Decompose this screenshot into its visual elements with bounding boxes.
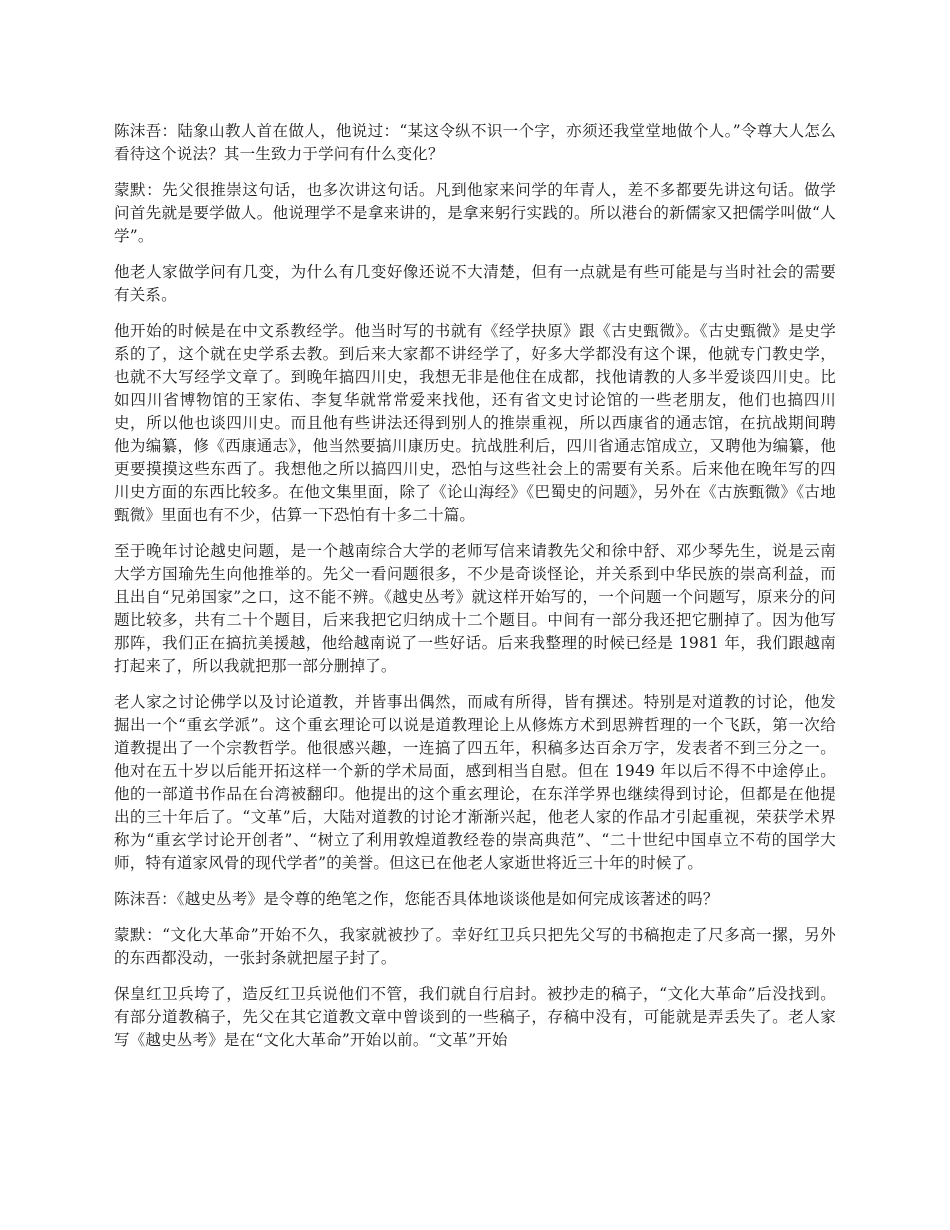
paragraph-answer-2: 蒙默：“文化大革命”开始不久，我家就被抄了。幸好红卫兵只把先父写的书稿抱走了尺多高一摞，另外的东西都没动，一张封条就把屋子封了。 xyxy=(114,926,836,967)
paragraph-question-1: 陈沫吾：陆象山教人首在做人，他说过：“某这令纵不识一个字，亦须还我堂堂地做个人。”令尊大人怎么看待这个说法？其一生致力于学问有什么变化？ xyxy=(114,122,836,163)
paragraph-sichuan-history: 他开始的时候是在中文系教经学。他当时写的书就有《经学抉原》跟《古史甄微》。《古史甄微》是史学系的了，这个就在史学系去教。到后来大家都不讲经学了，好多大学都没有这个课，他就专门教史学，也就不大写经学文章了。到晚年搞四川史，我想无非是他住在成都，找他请教的人多半爱谈四川史。比如四川省博物馆的王家佑、李复华就常常爱来找他，还有省文史讨论馆的一些老朋友，他们也搞四川史，所以他也谈四川史。而且他有些讲法还得到别人的推崇重视，所以西康省的通志馆，在抗战期间聘他为编纂，修《西康通志》，他当然要搞川康历史。抗战胜利后，四川省通志馆成立，又聘他为编纂，他更要摸摸这些东西了。我想他之所以搞四川史，恐怕与这些社会上的需要有关系。后来他在晚年写的四川史方面的东西比较多。在他文集里面，除了《论山海经》《巴蜀史的问题》，另外在《古族甄微》《古地甄微》里面也有不少，估算一下恐怕有十多二十篇。 xyxy=(114,322,836,524)
paragraph-question-2: 陈沫吾：《越史丛考》是令尊的绝笔之作，您能否具体地谈谈他是如何完成该著述的吗？ xyxy=(114,890,719,908)
paragraph-answer-2-cont: 保皇红卫兵垮了，造反红卫兵说他们不管，我们就自行启封。被抄走的稿子，“文化大革命”后没找到。有部分道教稿子，先父在其它道教文章中曾谈到的一些稿子，存稿中没有，可能就是弄丢失了。老人家写《越史丛考》是在“文化大革命”开始以前。“文革”开始 xyxy=(114,985,836,1049)
paragraph-vietnam-history: 至于晚年讨论越史问题，是一个越南综合大学的老师写信来请教先父和徐中舒、邓少琴先生，说是云南大学方国瑜先生向他推举的。先父一看问题很多，不少是奇谈怪论，并关系到中华民族的崇高利益，而且出自“兄弟国家”之口，这不能不辨。《越史丛考》就这样开始写的，一个问题一个问题写，原来分的问题比较多，共有二十个题目，后来我把它归纳成十二个题目。中间有一部分我还把它删掉了。因为他写那阵，我们正在搞抗美援越，他给越南说了一些好话。后来我整理的时候已经是 1981 年，我们跟越南打起来了，所以我就把那一部分删掉了。 xyxy=(114,542,836,675)
document-body xyxy=(114,120,836,1065)
paragraph-answer-1-cont: 他老人家做学问有几变，为什么有几变好像还说不大清楚，但有一点就是有些可能是与当时社会的需要有关系。 xyxy=(114,263,836,304)
paragraph-answer-1: 蒙默：先父很推崇这句话，也多次讲这句话。凡到他家来问学的年青人，差不多都要先讲这句话。做学问首先就是要学做人。他说理学不是拿来讲的，是拿来躬行实践的。所以港台的新儒家又把儒学叫做“人学”。 xyxy=(114,181,836,245)
paragraph-taoism: 老人家之讨论佛学以及讨论道教，并皆事出偶然，而咸有所得，皆有撰述。特别是对道教的讨论，他发掘出一个“重玄学派”。这个重玄理论可以说是道教理论上从修炼方术到思辨哲理的一个飞跃，第一次给道教提出了一个宗教哲学。他很感兴趣，一连搞了四五年，积稿多达百余万字，发表者不到三分之一。他对在五十岁以后能开拓这样一个新的学术局面，感到相当自慰。但在 1949 年以后不得不中途停止。他的一部道书作品在台湾被翻印。他提出的这个重玄理论，在东洋学界也继续得到讨论，但都是在他提出的三十年后了。“文革”后，大陆对道教的讨论才渐渐兴起，他老人家的作品才引起重视，荣获学术界称为“重玄学讨论开创者”、“树立了利用敦煌道教经卷的崇高典范”、“二十世纪中国卓立不苟的国学大师，特有道家风骨的现代学者”的美誉。但这已在他老人家逝世将近三十年的时候了。 xyxy=(114,693,836,872)
